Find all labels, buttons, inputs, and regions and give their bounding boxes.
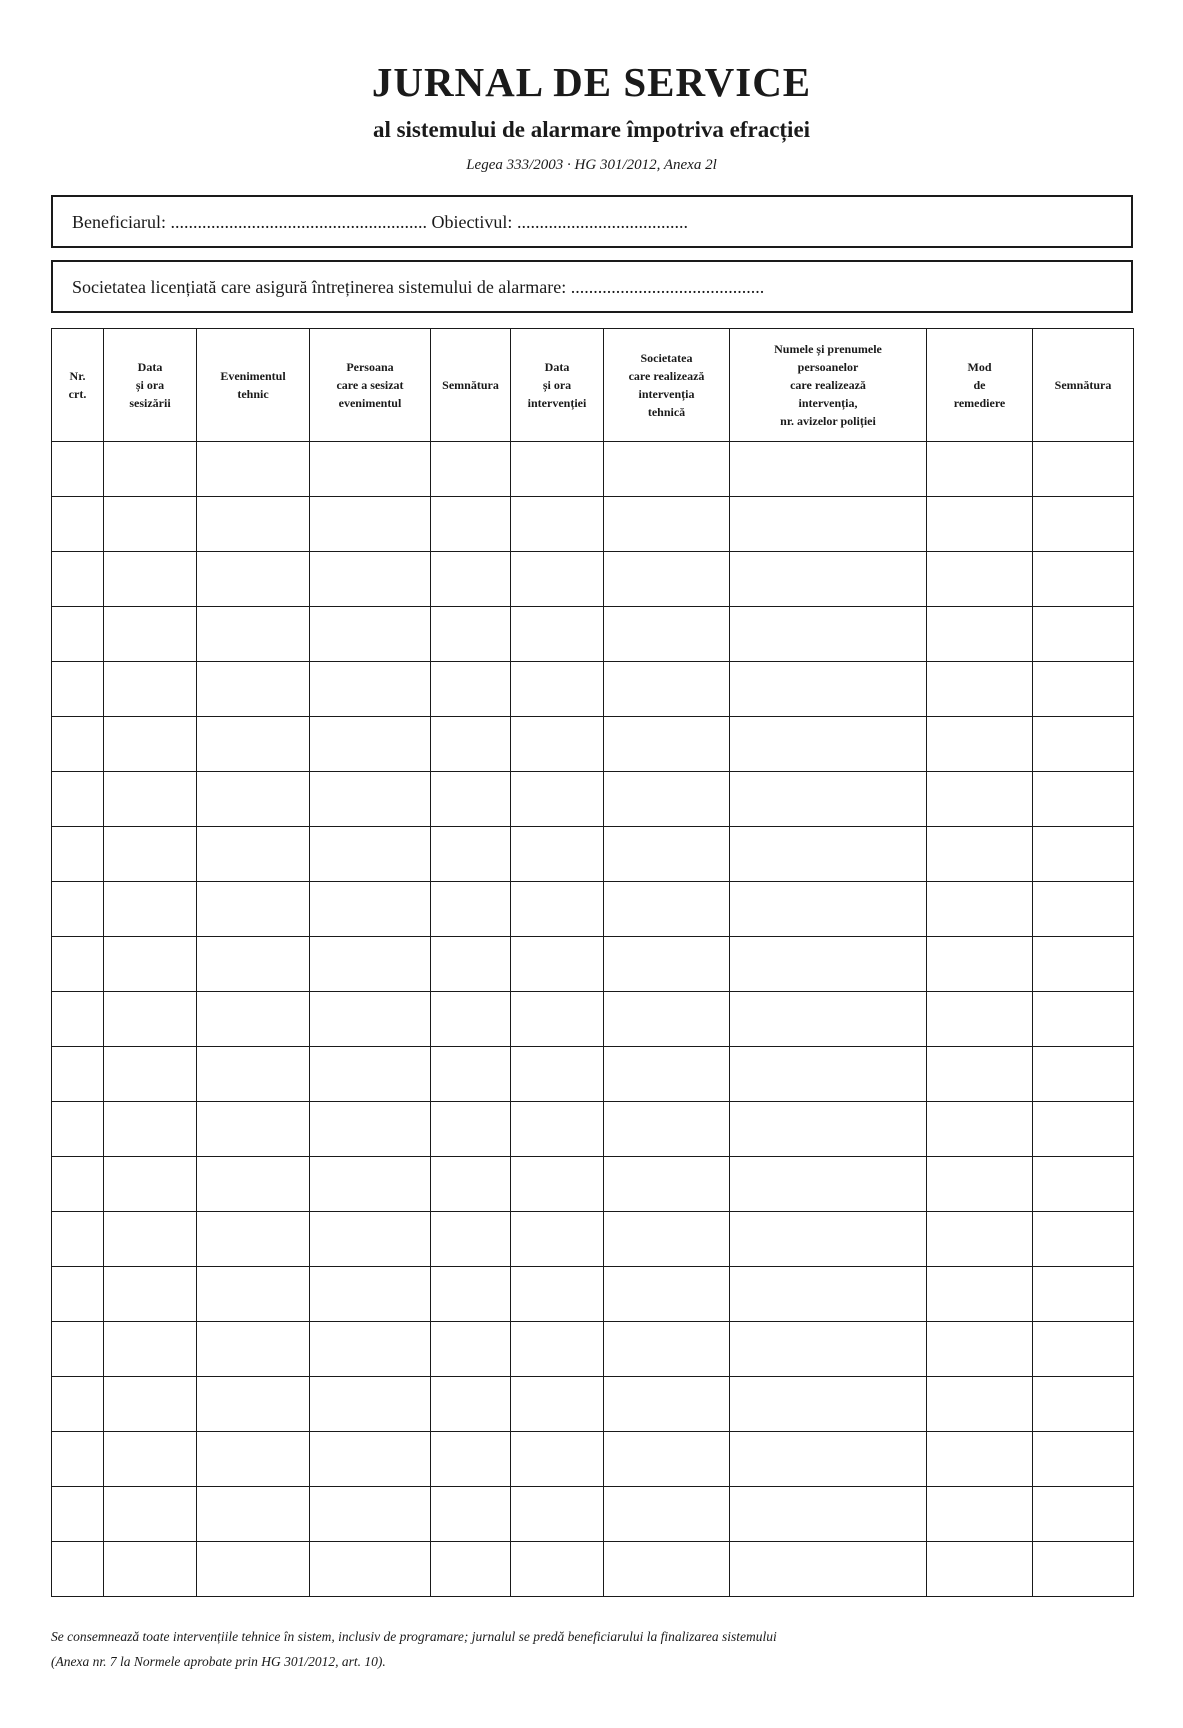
table-cell[interactable] (431, 1102, 511, 1157)
table-cell[interactable] (1033, 882, 1134, 937)
table-cell[interactable] (197, 1047, 310, 1102)
company-field[interactable]: Societatea licențiată care asigură întreținerea sistemului de alarmare: ........................................... (72, 277, 765, 297)
table-cell[interactable] (197, 1542, 310, 1597)
table-row (52, 1542, 1134, 1597)
table-cell[interactable] (52, 1047, 104, 1102)
table-cell[interactable] (310, 442, 431, 497)
table-cell[interactable] (310, 1322, 431, 1377)
table-cell[interactable] (310, 1047, 431, 1102)
table-cell[interactable] (197, 1377, 310, 1432)
table-cell[interactable] (104, 1102, 197, 1157)
table-cell[interactable] (604, 992, 730, 1047)
table-cell[interactable] (604, 1267, 730, 1322)
table-cell[interactable] (104, 497, 197, 552)
table-cell[interactable] (730, 662, 927, 717)
table-cell[interactable] (197, 1102, 310, 1157)
table-cell[interactable] (197, 552, 310, 607)
table-cell[interactable] (310, 1432, 431, 1487)
table-cell[interactable] (927, 607, 1033, 662)
table-cell[interactable] (927, 1212, 1033, 1267)
table-cell[interactable] (197, 992, 310, 1047)
table-cell[interactable] (52, 607, 104, 662)
table-cell[interactable] (104, 607, 197, 662)
table-cell[interactable] (927, 1157, 1033, 1212)
table-cell[interactable] (431, 827, 511, 882)
table-cell[interactable] (604, 1212, 730, 1267)
table-cell[interactable] (197, 1157, 310, 1212)
table-cell[interactable] (431, 1377, 511, 1432)
column-header-nr: Nr. crt. (52, 329, 104, 442)
table-cell[interactable] (197, 1267, 310, 1322)
table-cell[interactable] (604, 772, 730, 827)
table-cell[interactable] (52, 1542, 104, 1597)
table-row (52, 1047, 1134, 1102)
table-row (52, 662, 1134, 717)
table-cell[interactable] (52, 1267, 104, 1322)
table-cell[interactable] (431, 1487, 511, 1542)
table-cell[interactable] (511, 1102, 604, 1157)
table-cell[interactable] (310, 882, 431, 937)
table-cell[interactable] (730, 442, 927, 497)
table-cell[interactable] (730, 552, 927, 607)
table-cell[interactable] (52, 552, 104, 607)
table-cell[interactable] (604, 937, 730, 992)
table-cell[interactable] (511, 1047, 604, 1102)
table-cell[interactable] (511, 882, 604, 937)
table-cell[interactable] (730, 1432, 927, 1487)
table-cell[interactable] (1033, 1542, 1134, 1597)
table-cell[interactable] (1033, 1432, 1134, 1487)
table-cell[interactable] (511, 992, 604, 1047)
table-cell[interactable] (52, 662, 104, 717)
table-cell[interactable] (52, 442, 104, 497)
table-cell[interactable] (310, 662, 431, 717)
table-cell[interactable] (1033, 1212, 1134, 1267)
table-row (52, 827, 1134, 882)
table-cell[interactable] (1033, 1102, 1134, 1157)
table-cell[interactable] (310, 607, 431, 662)
document-title: JURNAL DE SERVICE (371, 59, 812, 105)
table-cell[interactable] (104, 937, 197, 992)
table-row (52, 1267, 1134, 1322)
table-cell[interactable] (927, 442, 1033, 497)
table-cell[interactable] (604, 1432, 730, 1487)
table-row (52, 1157, 1134, 1212)
table-cell[interactable] (604, 442, 730, 497)
table-cell[interactable] (310, 1267, 431, 1322)
table-cell[interactable] (604, 1322, 730, 1377)
table-cell[interactable] (104, 1542, 197, 1597)
table-cell[interactable] (310, 1487, 431, 1542)
table-cell[interactable] (927, 552, 1033, 607)
table-cell[interactable] (431, 497, 511, 552)
footnote-line-2: (Anexa nr. 7 la Normele aprobate prin HG 301/2012, art. 10). (51, 1654, 386, 1669)
table-cell[interactable] (104, 882, 197, 937)
table-cell[interactable] (730, 607, 927, 662)
table-cell[interactable] (52, 1157, 104, 1212)
table-cell[interactable] (431, 1432, 511, 1487)
table-cell[interactable] (730, 1047, 927, 1102)
table-cell[interactable] (604, 1487, 730, 1542)
table-row (52, 772, 1134, 827)
table-cell[interactable] (197, 1322, 310, 1377)
table-cell[interactable] (730, 772, 927, 827)
table-cell[interactable] (310, 1212, 431, 1267)
table-cell[interactable] (310, 772, 431, 827)
table-cell[interactable] (52, 1212, 104, 1267)
table-cell[interactable] (1033, 717, 1134, 772)
table-cell[interactable] (431, 662, 511, 717)
table-cell[interactable] (104, 827, 197, 882)
table-cell[interactable] (310, 1157, 431, 1212)
table-cell[interactable] (52, 1102, 104, 1157)
table-cell[interactable] (197, 497, 310, 552)
column-header-company: Societatea care realizează intervenția tehnică (604, 329, 730, 442)
table-cell[interactable] (511, 1487, 604, 1542)
table-cell[interactable] (730, 1212, 927, 1267)
table-cell[interactable] (511, 1322, 604, 1377)
table-cell[interactable] (431, 937, 511, 992)
table-cell[interactable] (730, 1377, 927, 1432)
table-cell[interactable] (310, 937, 431, 992)
table-cell[interactable] (927, 717, 1033, 772)
table-cell[interactable] (927, 882, 1033, 937)
table-row (52, 717, 1134, 772)
table-cell[interactable] (104, 1267, 197, 1322)
table-cell[interactable] (197, 937, 310, 992)
table-cell[interactable] (927, 937, 1033, 992)
table-cell[interactable] (1033, 937, 1134, 992)
table-cell[interactable] (104, 1432, 197, 1487)
document-subtitle: al sistemului de alarmare împotriva efracției (372, 117, 811, 142)
table-cell[interactable] (104, 772, 197, 827)
table-row (52, 497, 1134, 552)
table-cell[interactable] (730, 717, 927, 772)
table-cell[interactable] (511, 772, 604, 827)
table-cell[interactable] (511, 552, 604, 607)
table-cell[interactable] (604, 1377, 730, 1432)
table-cell[interactable] (1033, 1267, 1134, 1322)
table-cell[interactable] (431, 1542, 511, 1597)
table-cell[interactable] (511, 1432, 604, 1487)
footnote-line-1: Se consemnează toate intervențiile tehnice în sistem, inclusiv de programare; jurnalul se predă beneficiarului la finalizarea sistemului (51, 1629, 777, 1644)
table-cell[interactable] (511, 1157, 604, 1212)
table-cell[interactable] (104, 1322, 197, 1377)
table-cell[interactable] (310, 1377, 431, 1432)
table-cell[interactable] (310, 1102, 431, 1157)
table-cell[interactable] (604, 497, 730, 552)
table-cell[interactable] (1033, 662, 1134, 717)
table-cell[interactable] (197, 1212, 310, 1267)
table-cell[interactable] (52, 827, 104, 882)
table-cell[interactable] (104, 1487, 197, 1542)
table-row (52, 1322, 1134, 1377)
table-cell[interactable] (927, 1377, 1033, 1432)
table-cell[interactable] (927, 827, 1033, 882)
table-cell[interactable] (604, 662, 730, 717)
table-cell[interactable] (431, 607, 511, 662)
table-row (52, 552, 1134, 607)
table-cell[interactable] (52, 992, 104, 1047)
table-cell[interactable] (197, 607, 310, 662)
table-row (52, 1102, 1134, 1157)
table-cell[interactable] (431, 552, 511, 607)
table-cell[interactable] (511, 937, 604, 992)
table-cell[interactable] (730, 882, 927, 937)
table-cell[interactable] (431, 1212, 511, 1267)
table-cell[interactable] (927, 1432, 1033, 1487)
legal-reference: Legea 333/2003 · HG 301/2012, Anexa 2l (466, 157, 717, 173)
table-cell[interactable] (310, 1542, 431, 1597)
table-row (52, 992, 1134, 1047)
table-cell[interactable] (730, 992, 927, 1047)
table-row (52, 937, 1134, 992)
table-cell[interactable] (52, 937, 104, 992)
table-row (52, 442, 1134, 497)
table-cell[interactable] (511, 442, 604, 497)
table-cell[interactable] (52, 1377, 104, 1432)
table-cell[interactable] (197, 827, 310, 882)
table-cell[interactable] (730, 1102, 927, 1157)
table-cell[interactable] (1033, 497, 1134, 552)
table-cell[interactable] (1033, 827, 1134, 882)
table-cell[interactable] (197, 1487, 310, 1542)
table-cell[interactable] (1033, 1487, 1134, 1542)
table-cell[interactable] (104, 1212, 197, 1267)
table-cell[interactable] (52, 1322, 104, 1377)
table-cell[interactable] (927, 1322, 1033, 1377)
table-cell[interactable] (511, 1212, 604, 1267)
table-cell[interactable] (197, 882, 310, 937)
table-cell[interactable] (604, 1542, 730, 1597)
table-cell[interactable] (1033, 1157, 1134, 1212)
table-cell[interactable] (1033, 552, 1134, 607)
table-cell[interactable] (431, 1157, 511, 1212)
table-row (52, 882, 1134, 937)
table-cell[interactable] (197, 717, 310, 772)
table-cell[interactable] (104, 1377, 197, 1432)
table-cell[interactable] (310, 992, 431, 1047)
table-cell[interactable] (511, 1542, 604, 1597)
table-cell[interactable] (310, 497, 431, 552)
table-cell[interactable] (927, 1487, 1033, 1542)
table-cell[interactable] (104, 717, 197, 772)
table-cell[interactable] (431, 717, 511, 772)
table-cell[interactable] (1033, 992, 1134, 1047)
table-cell[interactable] (104, 1157, 197, 1212)
table-cell[interactable] (604, 827, 730, 882)
table-cell[interactable] (197, 662, 310, 717)
table-cell[interactable] (927, 1102, 1033, 1157)
table-header-row (52, 329, 1134, 442)
table-cell[interactable] (730, 937, 927, 992)
table-cell[interactable] (52, 497, 104, 552)
table-cell[interactable] (310, 552, 431, 607)
table-row (52, 1432, 1134, 1487)
table-cell[interactable] (1033, 1047, 1134, 1102)
table-row (52, 1487, 1134, 1542)
table-cell[interactable] (604, 607, 730, 662)
table-cell[interactable] (104, 992, 197, 1047)
table-cell[interactable] (104, 552, 197, 607)
table-cell[interactable] (511, 827, 604, 882)
table-cell[interactable] (1033, 1377, 1134, 1432)
table-cell[interactable] (431, 442, 511, 497)
table-cell[interactable] (730, 497, 927, 552)
table-cell[interactable] (927, 1267, 1033, 1322)
table-cell[interactable] (604, 552, 730, 607)
table-row (52, 607, 1134, 662)
table-cell[interactable] (197, 442, 310, 497)
table-cell[interactable] (431, 1267, 511, 1322)
table-cell[interactable] (310, 827, 431, 882)
table-cell[interactable] (730, 1542, 927, 1597)
table-cell[interactable] (52, 1487, 104, 1542)
column-header-technicians: Numele și prenumele persoanelor care realizează intervenția, nr. avizelor poliției (730, 329, 927, 442)
table-cell[interactable] (511, 717, 604, 772)
table-cell[interactable] (1033, 607, 1134, 662)
column-header-date-report: Data și ora sesizării (104, 329, 197, 442)
table-cell[interactable] (604, 882, 730, 937)
column-header-signature-2: Semnătura (1033, 329, 1134, 442)
beneficiary-field[interactable]: Beneficiarul: ......................................................... Obiectivul: ...................................... (72, 212, 688, 232)
table-cell[interactable] (604, 1157, 730, 1212)
table-cell[interactable] (730, 1267, 927, 1322)
table-cell[interactable] (511, 607, 604, 662)
table-cell[interactable] (52, 1432, 104, 1487)
table-row (52, 1212, 1134, 1267)
table-cell[interactable] (1033, 772, 1134, 827)
table-cell[interactable] (431, 1047, 511, 1102)
table-cell[interactable] (52, 772, 104, 827)
table-cell[interactable] (104, 1047, 197, 1102)
table-cell[interactable] (197, 772, 310, 827)
table-cell[interactable] (604, 717, 730, 772)
table-cell[interactable] (927, 497, 1033, 552)
table-cell[interactable] (52, 882, 104, 937)
table-cell[interactable] (431, 992, 511, 1047)
table-cell[interactable] (927, 772, 1033, 827)
table-cell[interactable] (927, 992, 1033, 1047)
column-header-signature: Semnătura (431, 329, 511, 442)
table-cell[interactable] (927, 1542, 1033, 1597)
table-cell[interactable] (431, 882, 511, 937)
table-cell[interactable] (730, 827, 927, 882)
table-cell[interactable] (310, 717, 431, 772)
table-cell[interactable] (730, 1157, 927, 1212)
table-cell[interactable] (511, 497, 604, 552)
table-body (52, 442, 1134, 1597)
table-cell[interactable] (197, 1432, 310, 1487)
column-header-date-intervention: Data și ora intervenției (511, 329, 604, 442)
company-box (51, 260, 1133, 313)
table-cell[interactable] (52, 717, 104, 772)
table-cell[interactable] (104, 662, 197, 717)
table-cell[interactable] (431, 1322, 511, 1377)
footnote (51, 1624, 777, 1674)
column-header-remedy: Mod de remediere (927, 329, 1033, 442)
table-cell[interactable] (511, 1377, 604, 1432)
table-cell[interactable] (1033, 442, 1134, 497)
service-log-table (51, 328, 1134, 1597)
table-cell[interactable] (1033, 1322, 1134, 1377)
beneficiary-box (51, 195, 1133, 248)
table-cell[interactable] (604, 1047, 730, 1102)
table-cell[interactable] (730, 1322, 927, 1377)
table-cell[interactable] (511, 1267, 604, 1322)
table-cell[interactable] (730, 1487, 927, 1542)
column-header-reporter: Persoana care a sesizat evenimentul (310, 329, 431, 442)
table-cell[interactable] (927, 1047, 1033, 1102)
table-cell[interactable] (511, 662, 604, 717)
table-cell[interactable] (604, 1102, 730, 1157)
column-header-event: Evenimentul tehnic (197, 329, 310, 442)
table-cell[interactable] (927, 662, 1033, 717)
table-cell[interactable] (104, 442, 197, 497)
table-row (52, 1377, 1134, 1432)
table-cell[interactable] (431, 772, 511, 827)
